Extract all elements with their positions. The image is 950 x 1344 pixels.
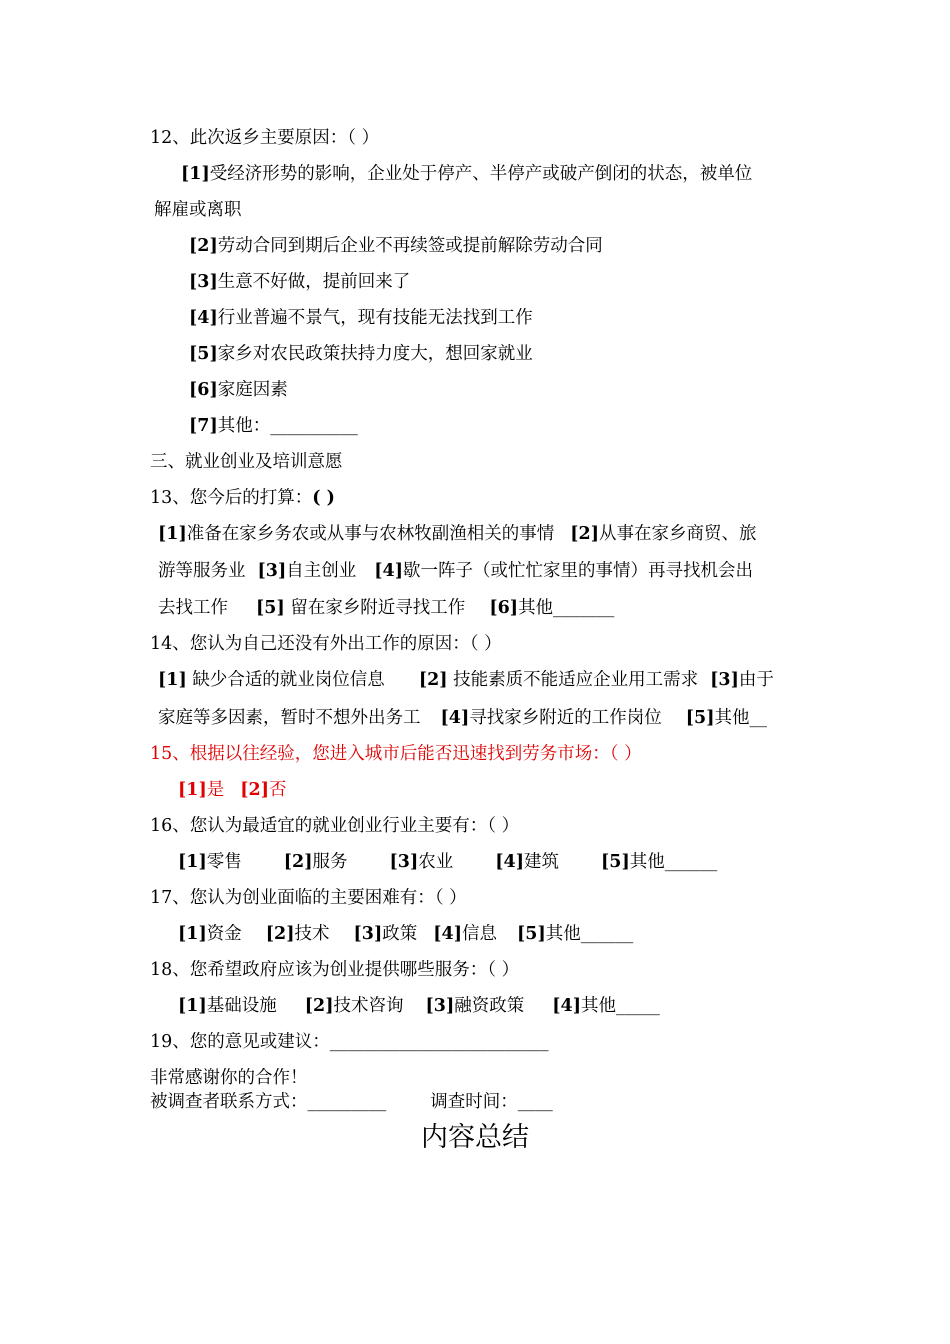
option-number: [1] xyxy=(178,852,207,872)
option-number: [3] xyxy=(257,561,287,581)
q12-option-1 xyxy=(181,162,752,186)
option-number: [2] xyxy=(283,852,313,872)
option-text: 家庭等多因素，暂时不想外出务工 xyxy=(158,708,421,728)
option-number: [5] xyxy=(256,598,285,618)
q18-options xyxy=(178,994,660,1018)
option-number: [1] xyxy=(178,780,207,800)
option-text: 技能素质不能适应企业用工需求 xyxy=(447,670,699,690)
q12-option-2 xyxy=(189,234,603,258)
q17-question: 17、您认为创业面临的主要困难有：（ ） xyxy=(150,888,467,908)
q19-question: 19、您的意见或建议：_________________________ xyxy=(150,1032,549,1052)
answer-paren: ( ) xyxy=(312,488,335,508)
q14-question: 14、您认为自己还没有外出工作的原因：（ ） xyxy=(150,634,502,654)
option-number: [3] xyxy=(389,852,419,872)
q12-option-4 xyxy=(189,306,533,330)
q17-options xyxy=(178,922,633,946)
option-number: [5] xyxy=(517,924,546,944)
option-number: [2] xyxy=(265,924,295,944)
option-text: 游等服务业 xyxy=(158,561,246,581)
option-number: [5] xyxy=(685,708,715,728)
option-text: 劳动合同到期后企业不再续签或提前解除劳动合同 xyxy=(217,236,603,256)
option-text: 自主创业 xyxy=(286,561,357,581)
option-text: 农业 xyxy=(418,852,454,872)
option-text: 信息 xyxy=(462,924,497,944)
option-number: [2] xyxy=(240,780,269,800)
option-text: 其他：__________ xyxy=(217,416,358,436)
q14-line-1 xyxy=(158,668,774,692)
option-text: 歇一阵子（或忙忙家里的事情）再寻找机会出 xyxy=(403,561,753,581)
option-text: 留在家乡附近寻找工作 xyxy=(284,598,466,618)
contact-field: 被调查者联系方式：_________ xyxy=(150,1092,387,1112)
option-number: [6] xyxy=(489,598,519,618)
survey-time-field: 调查时间：____ xyxy=(430,1092,553,1112)
q12-option-6 xyxy=(189,378,288,402)
option-text: 融资政策 xyxy=(454,996,525,1016)
option-number: [5] xyxy=(189,344,218,364)
option-text: 其他______ xyxy=(545,924,634,944)
option-text: 基础设施 xyxy=(206,996,277,1016)
option-text: 家乡对农民政策扶持力度大，想回家就业 xyxy=(217,344,533,364)
option-text: 建筑 xyxy=(524,852,559,872)
option-text: 技术 xyxy=(294,924,330,944)
option-number: [1] xyxy=(178,924,207,944)
option-text: 技术咨询 xyxy=(333,996,404,1016)
option-text: 是 xyxy=(206,780,225,800)
option-number: [1] xyxy=(158,670,187,690)
q13-line-2 xyxy=(158,559,753,583)
option-number: [7] xyxy=(189,416,218,436)
option-number: [2] xyxy=(418,670,448,690)
option-text: 其他_______ xyxy=(518,598,615,618)
q16-question: 16、您认为最适宜的就业创业行业主要有：（ ） xyxy=(150,816,520,836)
option-number: [6] xyxy=(189,380,218,400)
option-text: 由于 xyxy=(738,670,774,690)
section-heading: 三、就业创业及培训意愿 xyxy=(150,452,343,472)
option-text: 零售 xyxy=(206,852,242,872)
option-number: [1] xyxy=(158,524,187,544)
option-number: [4] xyxy=(189,308,218,328)
option-text: 从事在家乡商贸、旅 xyxy=(599,524,757,544)
q12-option-1-continued: 解雇或离职 xyxy=(154,200,242,220)
option-number: [3] xyxy=(710,670,739,690)
option-text: 服务 xyxy=(312,852,348,872)
thanks-line: 非常感谢你的合作！ xyxy=(150,1068,308,1088)
option-number: [4] xyxy=(552,996,581,1016)
question-text: 13、您今后的打算： xyxy=(150,488,313,508)
option-number: [4] xyxy=(495,852,524,872)
q12-option-5 xyxy=(189,342,533,366)
q15-options xyxy=(178,778,287,802)
option-number: [3] xyxy=(189,272,218,292)
option-text: 受经济形势的影响，企业处于停产、半停产或破产倒闭的状态，被单位 xyxy=(209,164,753,184)
option-text: 缺少合适的就业岗位信息 xyxy=(186,670,385,690)
option-text: 行业普遍不景气，现有技能无法找到工作 xyxy=(217,308,533,328)
option-number: [4] xyxy=(374,561,403,581)
q13-question xyxy=(150,486,335,510)
q16-options xyxy=(178,850,717,874)
option-text: 其他__ xyxy=(714,708,767,728)
summary-title: 内容总结 xyxy=(421,1122,529,1153)
option-text: 否 xyxy=(269,780,287,800)
option-text: 寻找家乡附近的工作岗位 xyxy=(469,708,662,728)
q12-option-7 xyxy=(189,414,358,438)
contact-line xyxy=(150,1090,553,1114)
option-number: [1] xyxy=(181,164,210,184)
q14-line-2 xyxy=(158,706,767,730)
option-text: 资金 xyxy=(206,924,242,944)
option-text: 其他______ xyxy=(629,852,718,872)
q18-question: 18、您希望政府应该为创业提供哪些服务：（ ） xyxy=(150,960,520,980)
option-number: [3] xyxy=(353,924,383,944)
q15-question: 15、根据以往经验，您进入城市后能否迅速找到劳务市场：（ ） xyxy=(150,744,642,764)
q13-line-1 xyxy=(158,522,757,546)
option-number: [3] xyxy=(425,996,455,1016)
option-number: [4] xyxy=(440,708,470,728)
option-number: [5] xyxy=(601,852,630,872)
option-text: 准备在家乡务农或从事与农林牧副渔相关的事情 xyxy=(186,524,555,544)
q13-line-3 xyxy=(158,596,614,620)
option-text: 家庭因素 xyxy=(217,380,288,400)
option-text: 政策 xyxy=(382,924,418,944)
q12-option-3 xyxy=(189,270,410,294)
option-number: [2] xyxy=(570,524,599,544)
option-text: 去找工作 xyxy=(158,598,228,618)
option-text: 生意不好做，提前回来了 xyxy=(217,272,411,292)
option-number: [1] xyxy=(178,996,207,1016)
option-number: [4] xyxy=(433,924,462,944)
option-text: 其他_____ xyxy=(581,996,660,1016)
q12-question: 12、此次返乡主要原因：（ ） xyxy=(150,128,380,148)
option-number: [2] xyxy=(189,236,218,256)
option-number: [2] xyxy=(304,996,334,1016)
